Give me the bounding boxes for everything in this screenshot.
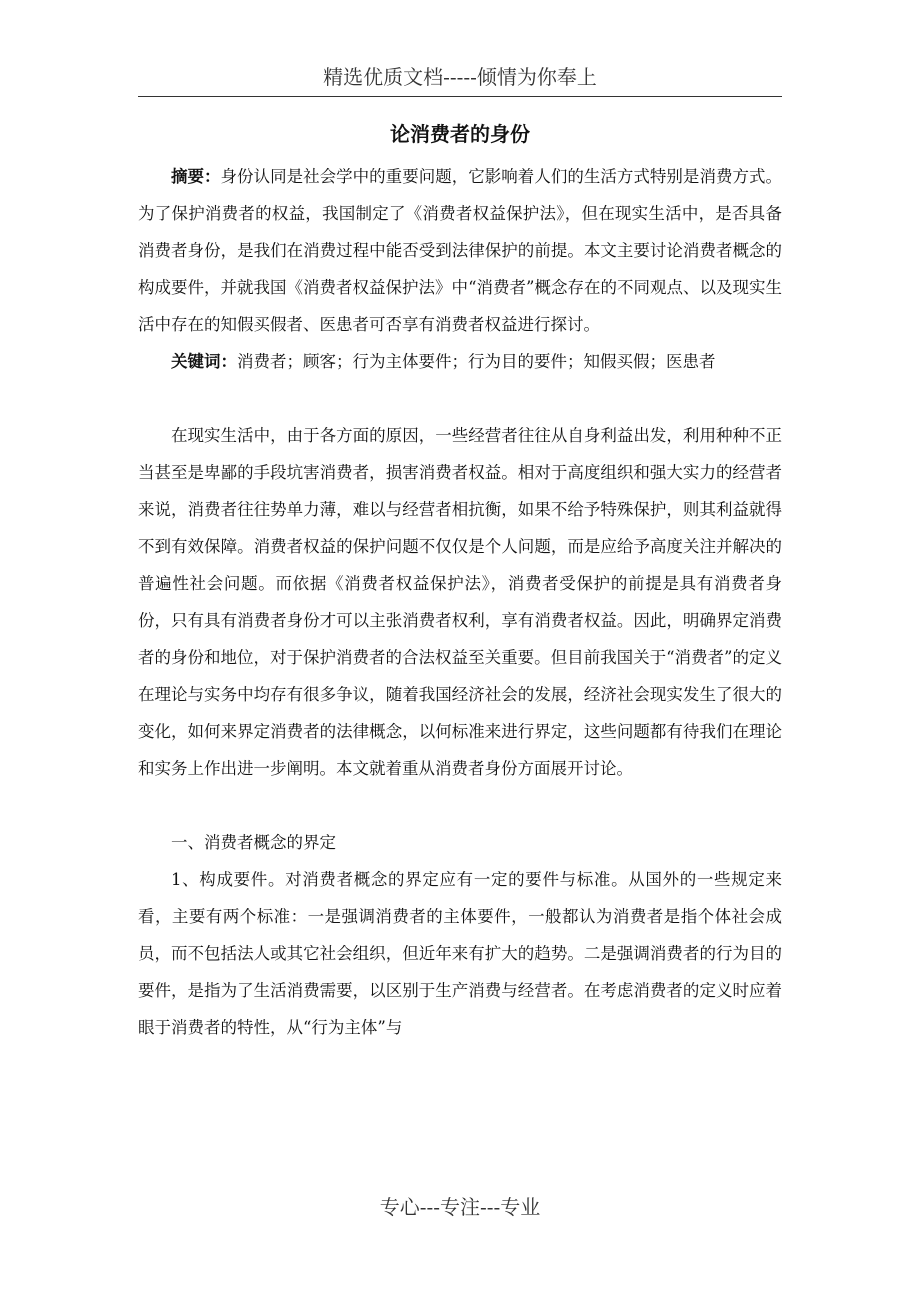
- page-header: [138, 62, 782, 97]
- page-footer: [138, 1192, 782, 1222]
- section-heading: 一、消费者概念的界定: [171, 833, 336, 852]
- footer-text: 专心---专注---专业: [379, 1195, 541, 1219]
- section-paragraph: 1、构成要件。对消费者概念的界定应有一定的要件与标准。从国外的一些规定来看，主要有两个标准：一是强调消费者的主体要件，一般都认为消费者是指个体社会成员，而不包括法人或其它社会组织，但近年来有扩大的趋势。二是强调消费者的行为目的要件，是指为了生活消费需要，以区别于生产消费与经营者。在考虑消费者的定义时应着眼于消费者的特性，从“行为主体”与: [138, 870, 782, 1037]
- header-text: 精选优质文档-----倾情为你奉上: [323, 65, 597, 89]
- abstract-label: 摘要：: [171, 167, 221, 186]
- keywords-text: 消费者；顾客；行为主体要件；行为目的要件；知假买假；医患者: [237, 352, 716, 371]
- abstract-paragraph: [138, 158, 782, 343]
- intro-paragraph: 在现实生活中，由于各方面的原因，一些经营者往往从自身利益出发，利用种种不正当甚至是卑鄙的手段坑害消费者，损害消费者权益。相对于高度组织和强大实力的经营者来说，消费者往往势单力薄，难以与经营者相抗衡，如果不给予特殊保护，则其利益就得不到有效保障。消费者权益的保护问题不仅仅是个人问题，而是应给予高度关注并解决的普遍性社会问题。而依据《消费者权益保护法》，消费者受保护的前提是具有消费者身份，只有具有消费者身份才可以主张消费者权利，享有消费者权益。因此，明确界定消费者的身份和地位，对于保护消费者的合法权益至关重要。但目前我国关于“消费者”的定义在理论与实务中均存有很多争议，随着我国经济社会的发展，经济社会现实发生了很大的变化，如何来界定消费者的法律概念，以何标准来进行界定，这些问题都有待我们在理论和实务上作出进一步阐明。本文就着重从消费者身份方面展开讨论。: [138, 426, 782, 778]
- spacer: [138, 787, 782, 824]
- keywords-label: 关键词：: [171, 352, 237, 371]
- document-title: 论消费者的身份: [390, 122, 530, 146]
- spacer: [138, 380, 782, 417]
- document-body: [138, 158, 782, 1046]
- keywords-paragraph: [138, 343, 782, 380]
- abstract-text: 身份认同是社会学中的重要问题，它影响着人们的生活方式特别是消费方式。为了保护消费者的权益，我国制定了《消费者权益保护法》，但在现实生活中，是否具备消费者身份，是我们在消费过程中能否受到法律保护的前提。本文主要讨论消费者概念的构成要件，并就我国《消费者权益保护法》中“消费者”概念存在的不同观点、以及现实生活中存在的知假买假者、医患者可否享有消费者权益进行探讨。: [138, 167, 783, 334]
